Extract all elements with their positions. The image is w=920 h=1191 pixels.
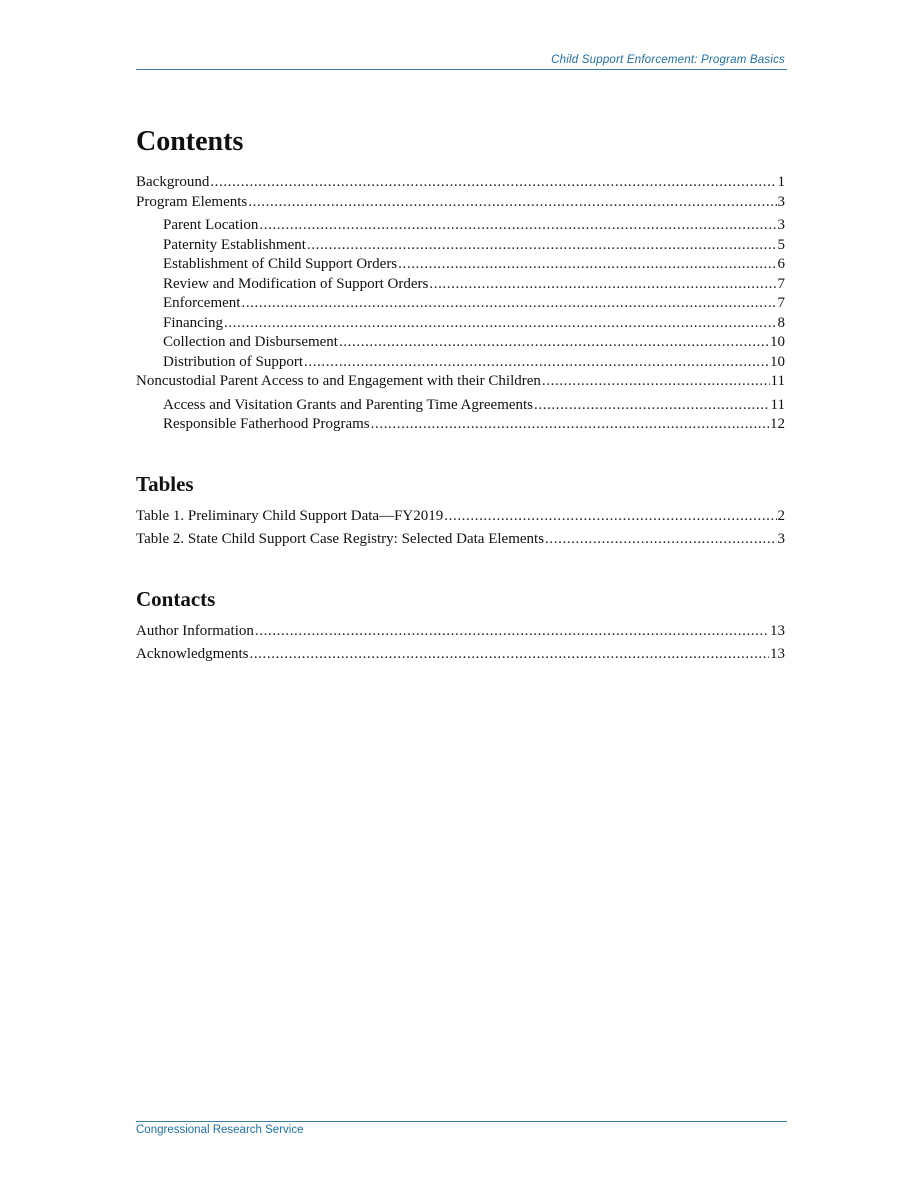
page-header [136,54,787,70]
toc-page-number: 7 [777,295,785,311]
toc-page-number: 8 [777,314,785,331]
dot-leader [542,372,770,392]
toc-entry-enforcement[interactable] [136,294,785,314]
toc-page-number: 2 [777,507,785,524]
toc-entry-responsible-fatherhood[interactable] [136,415,785,435]
toc-entry-label: Establishment of Child Support Orders [163,256,398,272]
toc-entry-label: Distribution of Support [163,353,304,370]
dot-leader [307,236,777,256]
tables-heading: Tables [136,471,194,496]
toc-page-number: 10 [770,353,785,370]
toc-entry-establishment-of-orders[interactable] [136,255,785,275]
toc-entry-program-elements[interactable] [136,193,785,213]
toc-page-number: 12 [770,416,785,432]
toc-entry-label: Program Elements [136,193,248,210]
tables-list [136,507,785,550]
toc-entry-label: Noncustodial Parent Access to and Engagement with their Children [136,373,541,389]
dot-leader [210,173,776,193]
toc-entry-label: Review and Modification of Support Orders [163,275,429,292]
dot-leader [249,645,769,665]
toc-entry-label: Collection and Disbursement [163,334,338,350]
dot-leader [371,415,769,435]
contacts-heading: Contacts [136,586,216,611]
contents-heading: Contents [136,126,244,157]
toc-page-number: 3 [777,531,785,547]
toc-entry-review-and-modification[interactable] [136,275,785,295]
dot-leader [241,294,776,314]
organization-name: Congressional Research Service [136,1124,304,1136]
toc-page-number: 11 [770,373,785,389]
dot-leader [398,255,776,275]
toc-entry-acknowledgments[interactable] [136,645,785,665]
toc-entry-access-and-visitation[interactable] [136,396,785,416]
toc-entry-collection-and-disbursement[interactable] [136,333,785,353]
toc-entry-label: Table 2. State Child Support Case Registry: Selected Data Elements [136,531,545,547]
toc-entry-label: Table 1. Preliminary Child Support Data—FY2019 [136,507,444,524]
toc-page-number: 3 [777,217,785,233]
toc-entry-table-1[interactable] [136,507,785,527]
toc-entry-label: Background [136,174,210,190]
toc-page-number: 6 [777,256,785,272]
dot-leader [259,216,776,236]
toc-entry-label: Parent Location [163,217,259,233]
dot-leader [339,333,769,353]
toc-page-number: 5 [777,236,785,253]
toc-entry-table-2[interactable] [136,530,785,550]
toc-entry-parent-location[interactable] [136,216,785,236]
toc-entry-paternity-establishment[interactable] [136,236,785,256]
contents-list [136,173,785,435]
toc-page-number: 7 [777,275,785,292]
toc-entry-label: Author Information [136,622,254,639]
table-of-contents [136,125,785,665]
running-title: Child Support Enforcement: Program Basics [551,54,785,66]
toc-entry-label: Financing [163,314,223,331]
toc-entry-author-information[interactable] [136,622,785,642]
toc-entry-label: Access and Visitation Grants and Parenting Time Agreements [163,396,534,413]
toc-page-number: 11 [770,396,785,413]
toc-entry-label: Responsible Fatherhood Programs [163,416,370,432]
dot-leader [429,275,776,295]
toc-entry-background[interactable] [136,173,785,193]
toc-entry-noncustodial-parent-access[interactable] [136,372,785,392]
dot-leader [255,622,769,642]
dot-leader [248,193,776,213]
contacts-list [136,622,785,665]
toc-page-number: 13 [770,646,785,662]
toc-page-number: 10 [770,334,785,350]
dot-leader [224,314,777,334]
toc-entry-label: Enforcement [163,295,241,311]
toc-entry-label: Paternity Establishment [163,236,306,253]
toc-entry-label: Acknowledgments [136,646,249,662]
dot-leader [545,530,776,550]
toc-entry-financing[interactable] [136,314,785,334]
toc-page-number: 1 [777,174,785,190]
dot-leader [534,396,770,416]
toc-page-number: 13 [770,622,785,639]
toc-page-number: 3 [777,193,785,210]
page-footer [136,1121,787,1136]
toc-entry-distribution-of-support[interactable] [136,353,785,373]
dot-leader [444,507,776,527]
dot-leader [304,353,769,373]
